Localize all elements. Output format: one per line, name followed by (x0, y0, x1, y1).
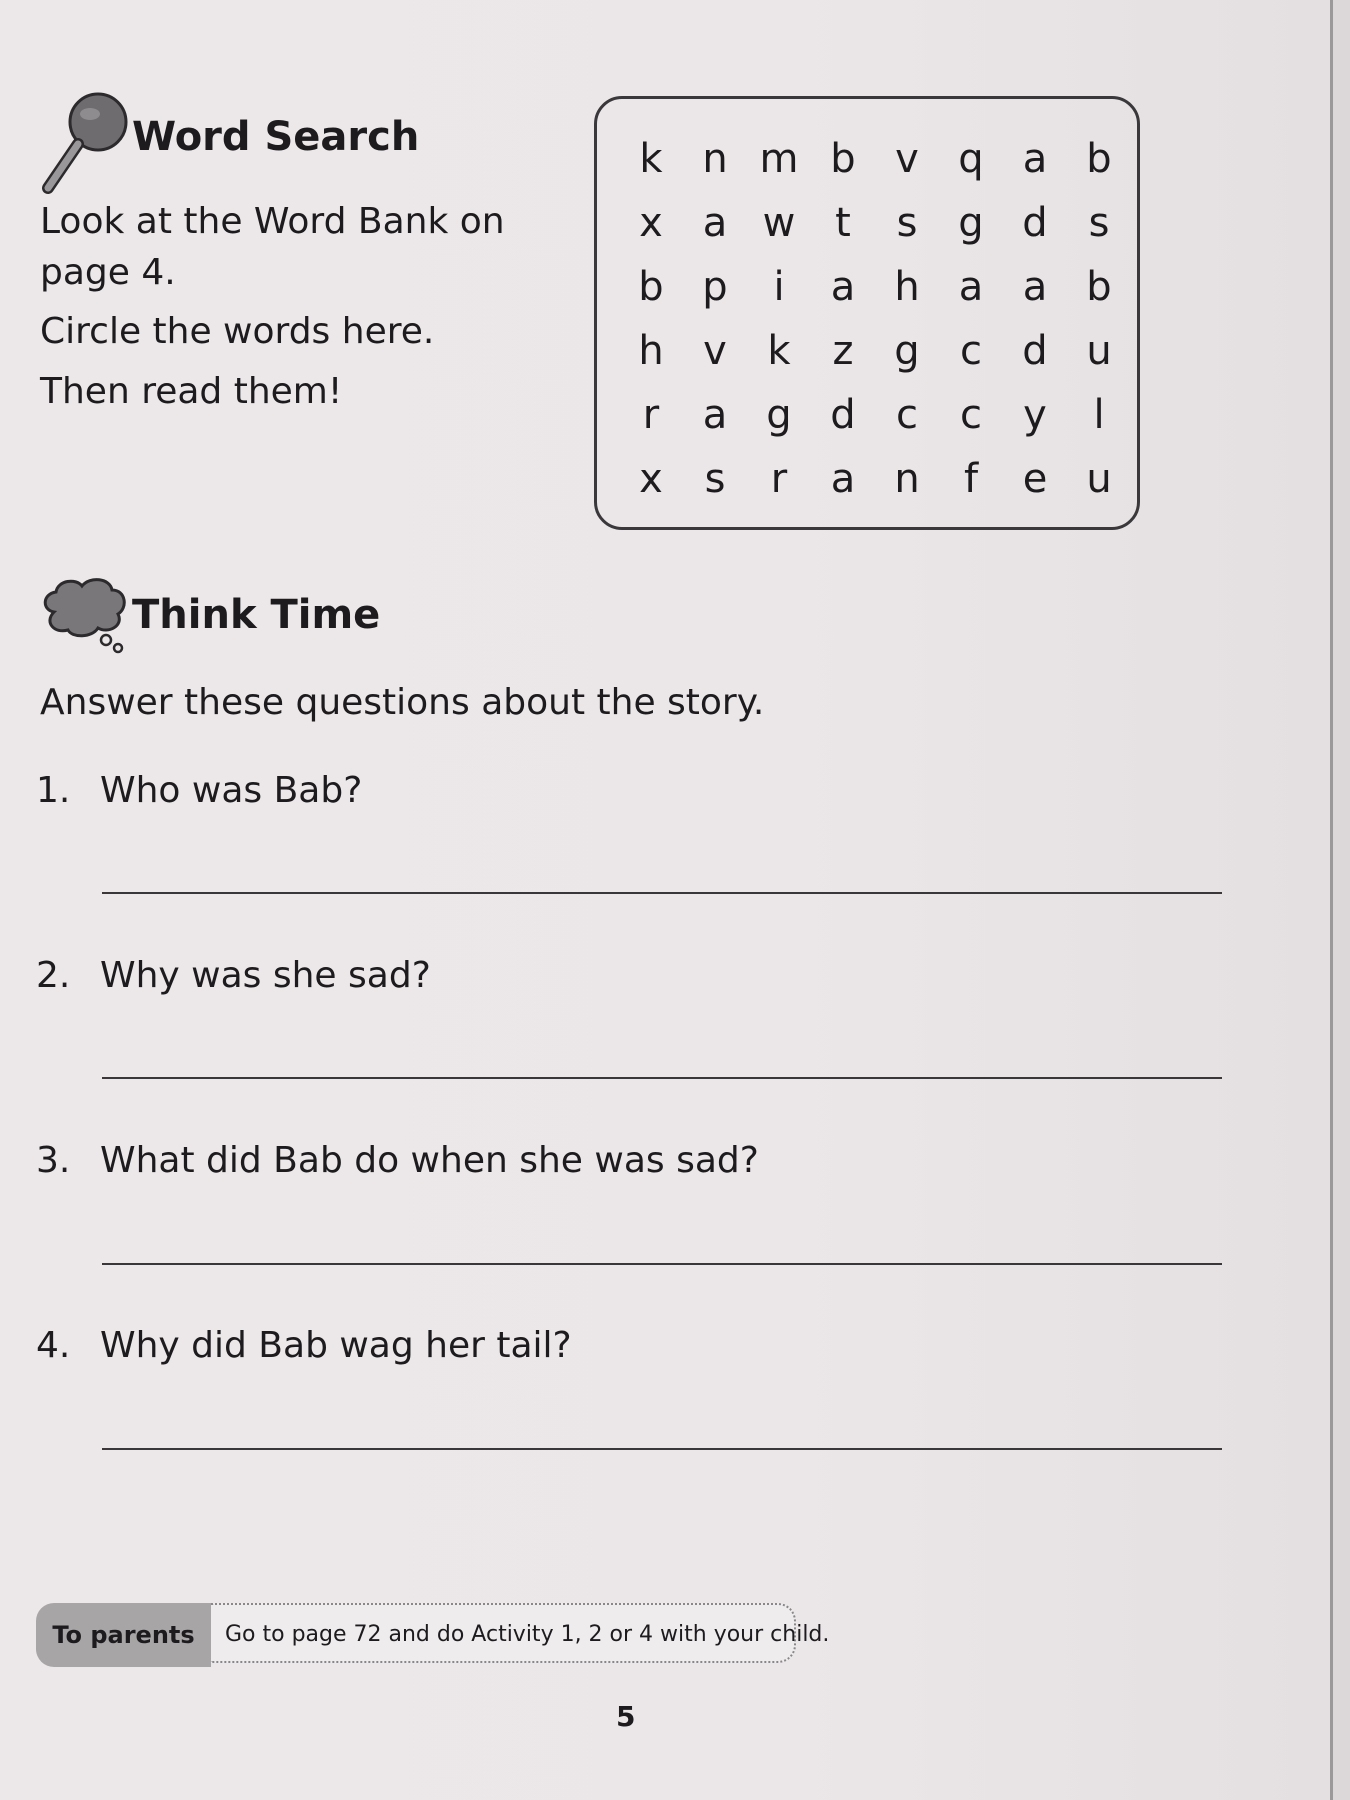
word-search-instructions (40, 200, 560, 429)
think-time-intro: Answer these questions about the story. (40, 682, 765, 723)
instruction-line: Look at the Word Bank on (40, 201, 505, 242)
grid-letter[interactable]: c (960, 328, 982, 374)
grid-letter[interactable]: n (702, 136, 728, 182)
grid-letter[interactable]: q (958, 136, 984, 182)
grid-letter[interactable]: a (830, 456, 856, 502)
magnifying-glass-icon (40, 92, 130, 197)
grid-letter[interactable]: b (638, 264, 664, 310)
parents-note (36, 1603, 830, 1667)
grid-letter[interactable]: a (702, 392, 728, 438)
grid-letter[interactable]: z (832, 328, 854, 374)
question-1 (36, 770, 362, 811)
grid-letter[interactable]: k (639, 136, 663, 182)
grid-letter[interactable]: i (773, 264, 785, 310)
grid-letter[interactable]: s (896, 200, 918, 246)
think-time-title: Think Time (132, 592, 381, 638)
grid-letter[interactable]: d (1022, 200, 1048, 246)
instruction-line: Then read them! (40, 370, 343, 412)
grid-letter[interactable]: m (759, 136, 799, 182)
grid-letter[interactable]: h (638, 328, 664, 374)
word-search-grid-box (594, 96, 1140, 530)
grid-letter[interactable]: a (958, 264, 984, 310)
grid-letter[interactable]: l (1093, 392, 1105, 438)
grid-letter[interactable]: a (1022, 264, 1048, 310)
grid-letter[interactable]: a (1022, 136, 1048, 182)
question-text: Why did Bab wag her tail? (100, 1325, 572, 1366)
word-search-grid (619, 127, 1131, 511)
grid-letter[interactable]: u (1086, 328, 1112, 374)
grid-letter[interactable]: u (1086, 456, 1112, 502)
grid-letter[interactable]: x (639, 456, 663, 502)
grid-letter[interactable]: g (958, 200, 984, 246)
question-2 (36, 955, 431, 996)
answer-line-1[interactable] (102, 892, 1222, 894)
question-number: 3. (36, 1140, 71, 1181)
parents-note-label: To parents (36, 1603, 211, 1667)
grid-letter[interactable]: t (835, 200, 851, 246)
grid-letter[interactable]: s (704, 456, 726, 502)
grid-letter[interactable]: r (642, 392, 660, 438)
question-3 (36, 1140, 759, 1181)
page-number: 5 (616, 1700, 636, 1733)
answer-line-3[interactable] (102, 1263, 1222, 1265)
grid-letter[interactable]: c (960, 392, 982, 438)
grid-letter[interactable]: x (639, 200, 663, 246)
answer-line-4[interactable] (102, 1448, 1222, 1450)
grid-letter[interactable]: d (1022, 328, 1048, 374)
word-search-header (40, 92, 460, 202)
answer-line-2[interactable] (102, 1077, 1222, 1079)
grid-letter[interactable]: b (1086, 136, 1112, 182)
page-edge (1333, 0, 1350, 1800)
question-number: 2. (36, 955, 71, 996)
grid-letter[interactable]: b (1086, 264, 1112, 310)
instruction-line: Circle the words here. (40, 311, 435, 353)
grid-letter[interactable]: h (894, 264, 920, 310)
thought-cloud-icon (40, 574, 130, 654)
think-time-header (40, 574, 440, 654)
grid-letter[interactable]: n (894, 456, 920, 502)
question-text: What did Bab do when she was sad? (100, 1140, 759, 1181)
instruction-line: page 4. (40, 252, 176, 294)
grid-letter[interactable]: v (895, 136, 919, 182)
question-number: 1. (36, 770, 71, 811)
grid-letter[interactable]: r (770, 456, 788, 502)
grid-letter[interactable]: c (896, 392, 918, 438)
grid-letter[interactable]: y (1023, 392, 1047, 438)
grid-letter[interactable]: d (830, 392, 856, 438)
grid-letter[interactable]: k (767, 328, 791, 374)
grid-letter[interactable]: v (703, 328, 727, 374)
question-number: 4. (36, 1325, 71, 1366)
grid-letter[interactable]: e (1022, 456, 1048, 502)
question-text: Who was Bab? (100, 770, 363, 811)
grid-letter[interactable]: w (762, 200, 796, 246)
question-text: Why was she sad? (100, 955, 431, 996)
word-search-title: Word Search (132, 114, 420, 160)
question-4 (36, 1325, 572, 1366)
grid-letter[interactable]: g (894, 328, 920, 374)
grid-letter[interactable]: p (702, 264, 728, 310)
parents-note-text: Go to page 72 and do Activity 1, 2 or 4 with your child. (211, 1603, 796, 1663)
grid-letter[interactable]: g (766, 392, 792, 438)
grid-letter[interactable]: a (830, 264, 856, 310)
grid-letter[interactable]: f (963, 456, 979, 502)
grid-letter[interactable]: a (702, 200, 728, 246)
grid-letter[interactable]: b (830, 136, 856, 182)
grid-letter[interactable]: s (1088, 200, 1110, 246)
